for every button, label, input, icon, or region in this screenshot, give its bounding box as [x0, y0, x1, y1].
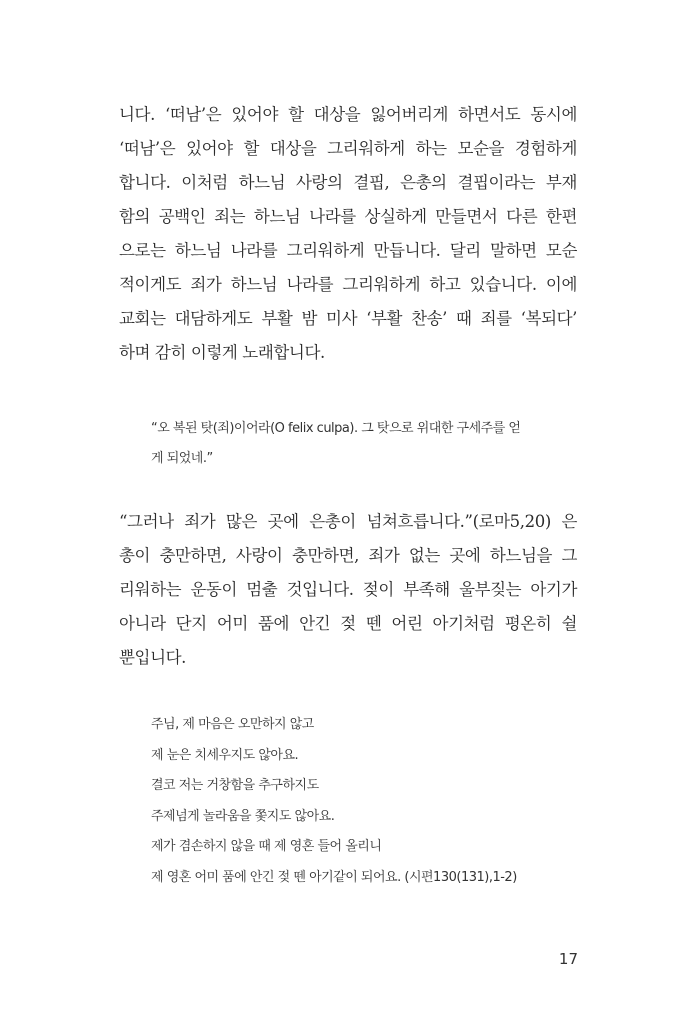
verse-line: 제 눈은 치세우지도 않아요. — [151, 747, 299, 763]
paragraph-line: 적이게도 죄가 하느님 나라를 그리워하게 하고 있습니다. 이에 — [119, 275, 577, 294]
paragraph-line: ‘떠남’은 있어야 할 대상을 그리워하게 하는 모순을 경험하게 — [119, 139, 577, 158]
paragraph-line: 으로는 하느님 나라를 그리워하게 만듭니다. 달리 말하면 모순 — [119, 241, 577, 260]
page-number: 17 — [558, 950, 578, 968]
paragraph-line: 합니다. 이처럼 하느님 사랑의 결핍, 은총의 결핍이라는 부재 — [119, 173, 577, 192]
verse-line: 주님, 제 마음은 오만하지 않고 — [151, 717, 314, 732]
paragraph-line: 교회는 대담하게도 부활 밤 미사 ‘부활 찬송’ 때 죄를 ‘복되다’ — [119, 309, 577, 328]
verse-line: 주제넘게 놀라움을 쫓지도 않아요. — [151, 808, 335, 824]
paragraph-line: 하며 감히 이렇게 노래합니다. — [119, 343, 325, 362]
psalm-verse — [151, 710, 581, 893]
quote-line: “오 복된 탓(죄)이어라(O felix culpa). 그 탓으로 위대한 구세주를 얻 — [151, 421, 521, 436]
verse-line: 제가 겸손하지 않을 때 제 영혼 들어 올리니 — [151, 839, 382, 854]
paragraph-line: 니다. ‘떠남’은 있어야 할 대상을 잃어버리게 하면서도 동시에 — [119, 105, 577, 124]
body-paragraph-1 — [119, 98, 577, 370]
paragraph-line: 아니라 단지 어미 품에 안긴 젖 뗀 어린 아기처럼 평온히 쉴 — [119, 614, 577, 633]
paragraph-line: “그러나 죄가 많은 곳에 은총이 넘쳐흐릅니다.”(로마5,20) 은 — [119, 512, 577, 531]
verse-line: 제 영혼 어미 품에 안긴 젖 뗀 아기같이 되어요. (시편130(131),1-2) — [151, 869, 517, 885]
paragraph-line: 리워하는 운동이 멈출 것입니다. 젖이 부족해 울부짖는 아기가 — [119, 580, 577, 599]
block-quote — [151, 414, 571, 474]
paragraph-line: 총이 충만하면, 사랑이 충만하면, 죄가 없는 곳에 하느님을 그 — [119, 546, 577, 565]
paragraph-line: 뿐입니다. — [119, 648, 187, 667]
body-paragraph-2 — [119, 505, 577, 675]
paragraph-line: 함의 공백인 죄는 하느님 나라를 상실하게 만들면서 다른 한편 — [119, 207, 577, 226]
quote-line: 게 되었네.” — [151, 451, 213, 466]
verse-line: 결코 저는 거창함을 추구하지도 — [151, 778, 319, 793]
